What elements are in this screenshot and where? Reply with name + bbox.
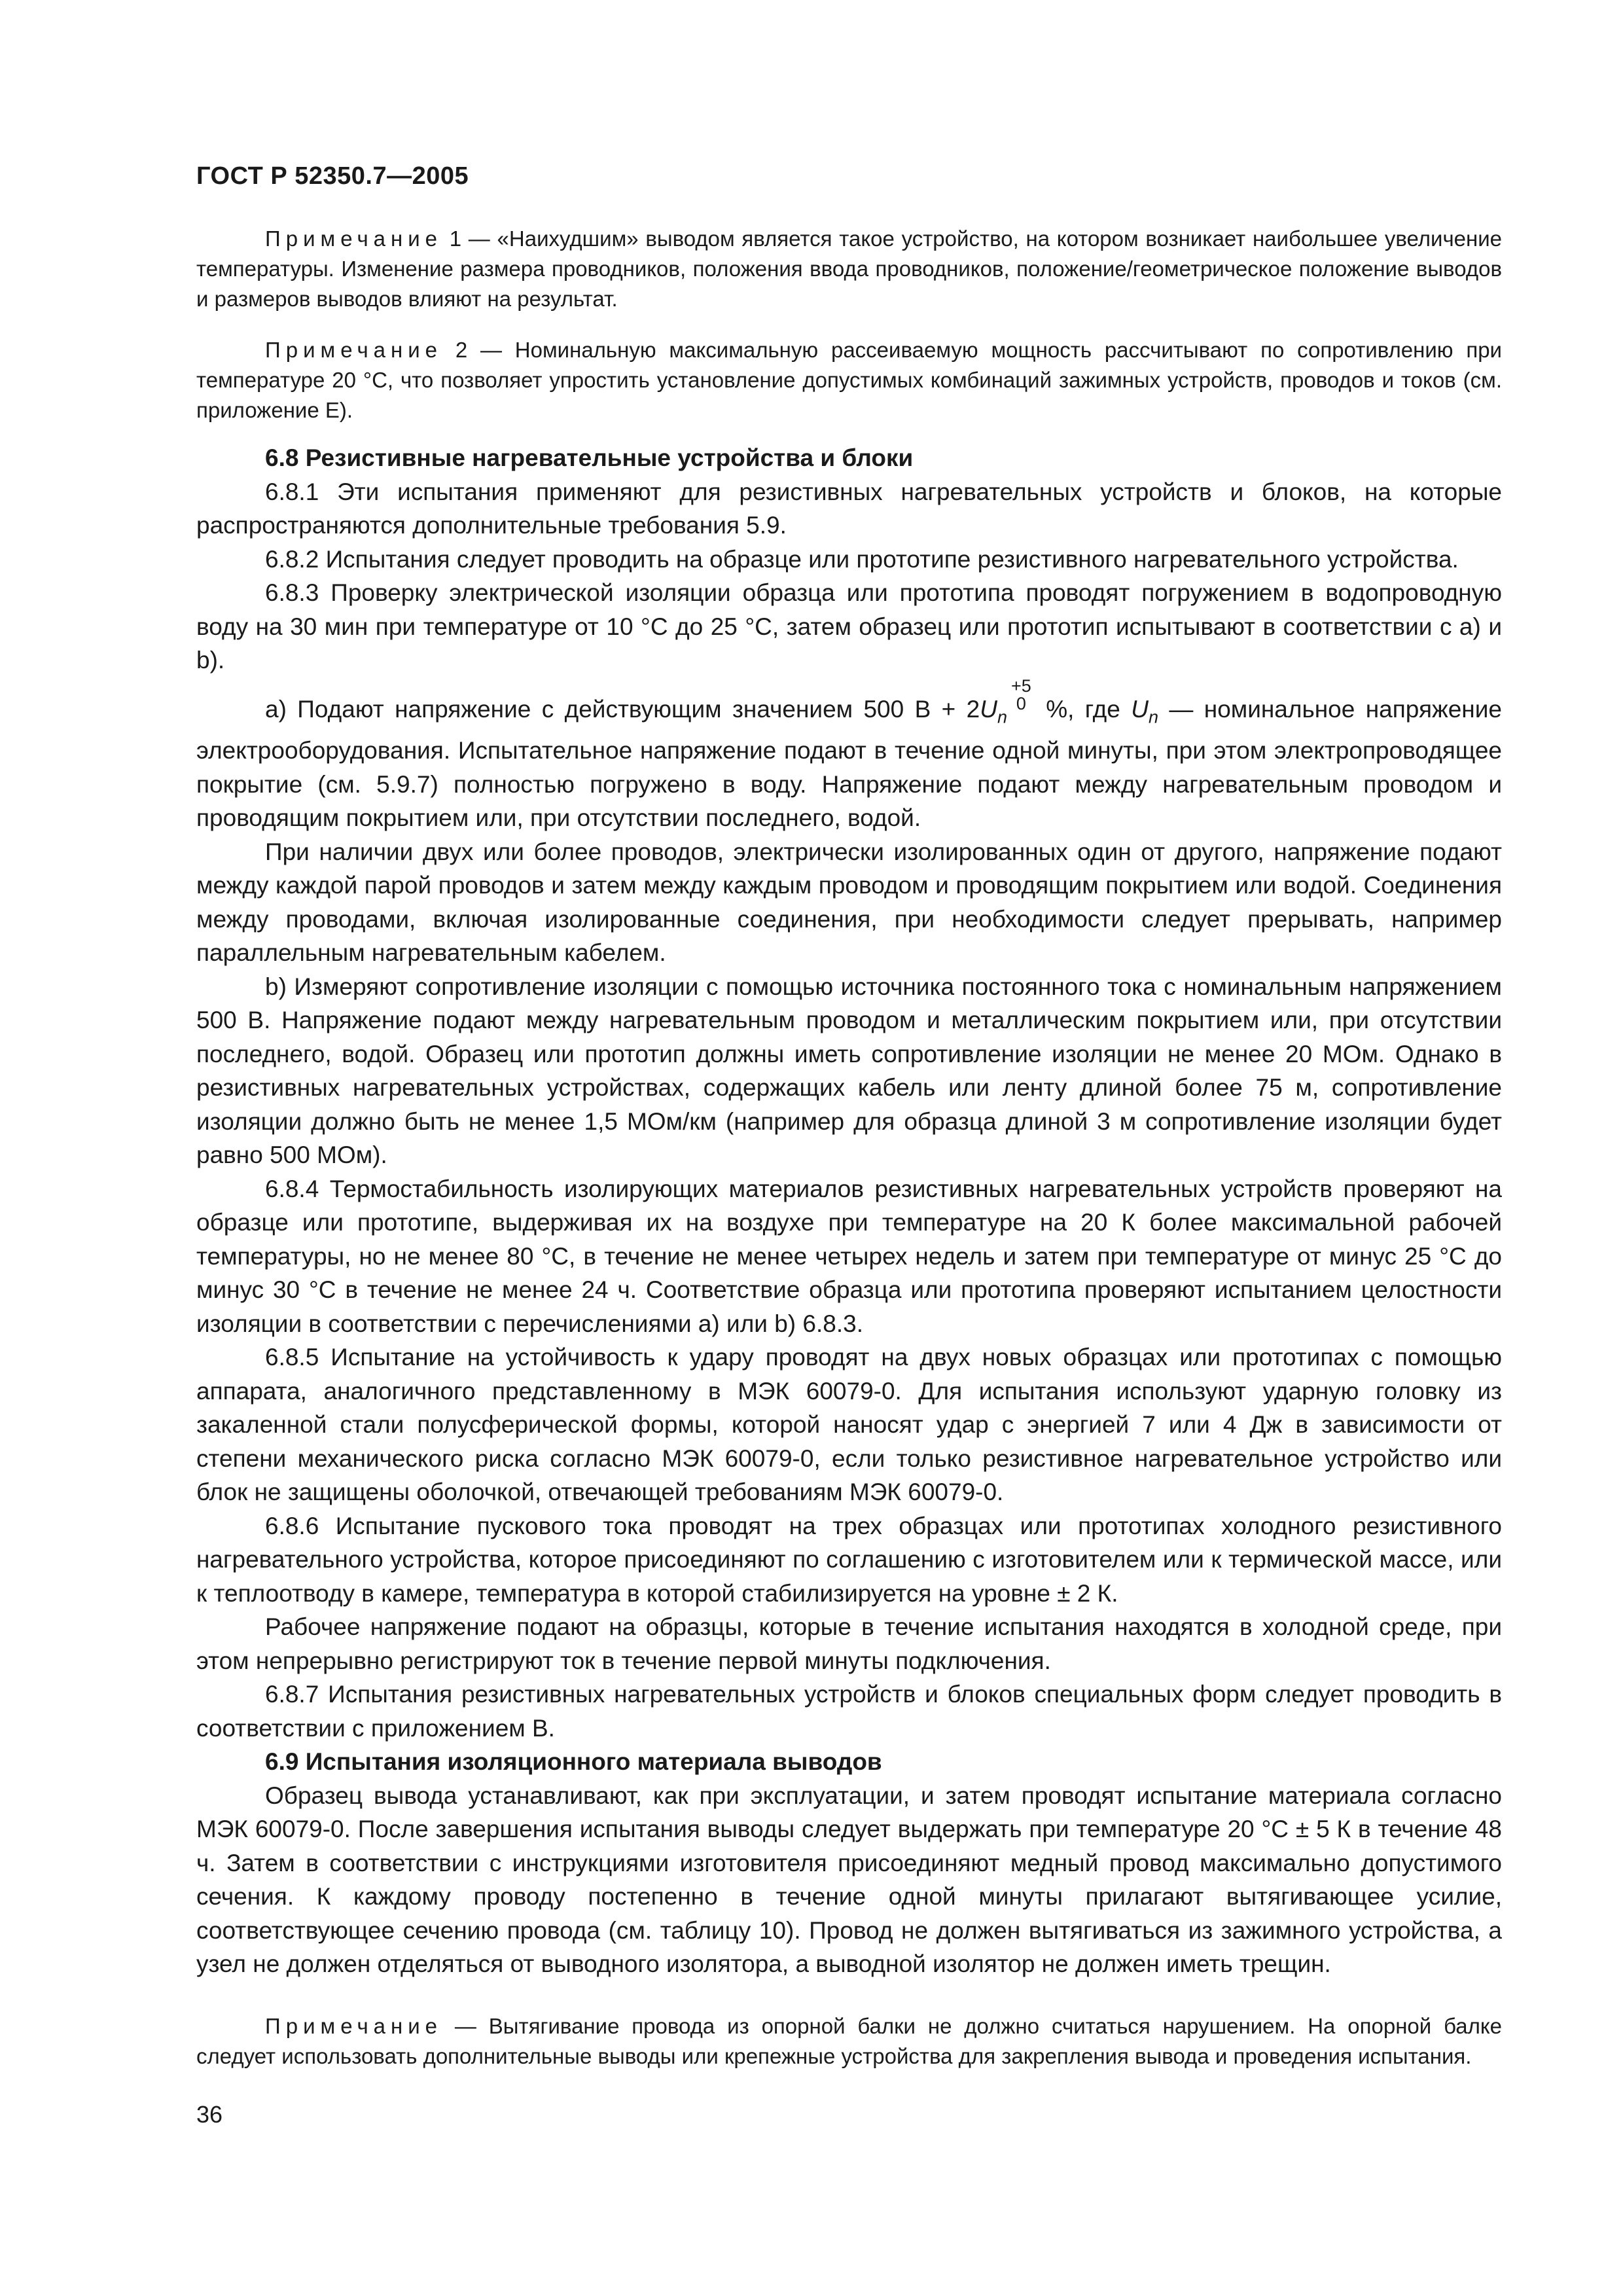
paragraph-6-8-4: 6.8.4 Термостабильность изолирующих материалов резистивных нагревательных устройств проверяют на образце или прототипе, выдерживая их на воздухе при температуре на 20 К более максимальной рабочей температуры, но не менее 80 °С, в течение не менее четырех недель и затем при температуре от минус 25 °С до минус 30 °С в течение не менее 24 ч. Соответствие образца или прототипа проверяют испытанием целостности изоляции в соответствии с перечислениями а) или b) 6.8.3.: [196, 1175, 1502, 1337]
document-page: [196, 0, 1502, 2296]
list-item-b: b) Измеряют сопротивление изоляции с помощью источника постоянного тока с номинальным напряжением 500 В. Напряжение подают между нагревательным проводом и металлическим покрытием или, при отсутствии последнего, водой. Образец или прототип должны иметь сопротивление изоляции не менее 20 МОм. Однако в резистивных нагревательных устройствах, содержащих кабель или ленту длиной более 75 м, сопротивление изоляции должно быть не менее 1,5 МОм/км (например для образца длиной 3 м сопротивление изоляции будет равно 500 МОм).: [196, 973, 1502, 1169]
tolerance-fraction: +5 0: [1011, 675, 1031, 713]
paragraph-6-9: Образец вывода устанавливают, как при эксплуатации, и затем проводят испытание материала согласно МЭК 60079-0. После завершения испытания выводы следует выдержать при температуре 20 °С ± 5 К в течение 48 ч. Затем в соответствии с инструкциями изготовителя присоединяют медный провод максимально допустимого сечения. К каждому проводу постепенно в течение одной минуты прилагают вытягивающее усилие, соответствующее сечению провода (см. таблицу 10). Провод не должен вытягиваться из зажимного устройства, а узел не должен отделяться от выводного изолятора, а выводной изолятор не должен иметь трещин.: [196, 1782, 1502, 1978]
paragraph-working-voltage: Рабочее напряжение подают на образцы, которые в течение испытания находятся в холодной среде, при этом непрерывно регистрируют ток в течение первой минуты подключения.: [196, 1613, 1502, 1674]
note-label: Примечание: [265, 338, 443, 362]
section-heading-6-9: 6.9 Испытания изоляционного материала выводов: [265, 1748, 882, 1776]
paragraph-6-8-5: 6.8.5 Испытание на устойчивость к удару проводят на двух новых образцах или прототипах с помощью аппарата, аналогичного представленному в МЭК 60079-0. Для испытания используют ударную головку из закаленной стали полусферической формы, которой наносят удар с энергией 7 или 4 Дж в зависимости от степени механического риска согласно МЭК 60079-0, если только резистивное нагревательное устройство или блок не защищены оболочкой, отвечающей требованиям МЭК 60079-0.: [196, 1344, 1502, 1506]
paragraph-6-8-6: 6.8.6 Испытание пускового тока проводят на трех образцах или прототипах холодного резистивного нагревательного устройства, которое присоединяют по соглашению с изготовителем или к термической массе, или к теплоотводу в камере, температура в которой стабилизируется на уровне ± 2 К.: [196, 1512, 1502, 1607]
note-text: — Вытягивание провода из опорной балки не должно считаться нарушением. На опорной балке следует использовать дополнительные выводы или крепежные устройства для закрепления вывода и проведения испытания.: [196, 2013, 1502, 2068]
section-heading-6-8: 6.8 Резистивные нагревательные устройства и блоки: [265, 444, 914, 471]
page-number: 36: [196, 2101, 223, 2128]
paragraph-6-8-2: 6.8.2 Испытания следует проводить на образце или прототипе резистивного нагревательного устройства.: [265, 545, 1459, 573]
paragraph-6-8-1: 6.8.1 Эти испытания применяют для резистивных нагревательных устройств и блоков, на которые распространяются дополнительные требования 5.9.: [196, 478, 1502, 539]
note-text: 1 — «Наихудшим» выводом является такое устройство, на котором возникает наибольшее увеличение температуры. Изменение размера проводников, положения ввода проводников, положение/геометрическое положение выводов и размеров выводов влияют на результат.: [196, 226, 1502, 311]
note-bottom: [196, 2011, 1502, 2072]
note-2: [196, 335, 1502, 425]
note-text: 2 — Номинальную максимальную рассеиваемую мощность рассчитывают по сопротивлению при температуре 20 °С, что позволяет упростить установление допустимых комбинаций зажимных устройств, проводов и токов (см. приложение Е).: [196, 338, 1502, 422]
document-header: ГОСТ Р 52350.7—2005: [196, 162, 469, 190]
note-label: Примечание: [265, 2013, 443, 2038]
paragraph-6-8-3: 6.8.3 Проверку электрической изоляции образца или прототипа проводят погружением в водопроводную воду на 30 мин при температуре от 10 °С до 25 °С, затем образец или прототип испытывают в соответствии с а) и b).: [196, 579, 1502, 673]
document-body: [196, 224, 1502, 2072]
paragraph-multiple-wires: При наличии двух или более проводов, электрически изолированных один от другого, напряжение подают между каждой парой проводов и затем между каждым проводом и проводящим покрытием или водой. Соединения между проводами, включая изолированные соединения, при необходимости следует прерывать, например параллельным нагревательным кабелем.: [196, 838, 1502, 967]
note-1: [196, 224, 1502, 314]
paragraph-6-8-7: 6.8.7 Испытания резистивных нагревательных устройств и блоков специальных форм следует проводить в соответствии с приложением В.: [196, 1681, 1502, 1742]
note-label: Примечание: [265, 226, 443, 251]
list-item-a: а) Подают напряжение с действующим значением 500 $В + 2U_n$ $^{+5 0}$ %, где $U_n$ — номинальное напряжение электрооборудования. Испытательное напряжение подают в течение одной минуты, при этом электропроводящее покрытие (см. 5.9.7) полностью погружено в воду. Напряжение подают между нагревательным проводом и проводящим покрытием или, при отсутствии последнего, водой.: [196, 675, 1502, 832]
